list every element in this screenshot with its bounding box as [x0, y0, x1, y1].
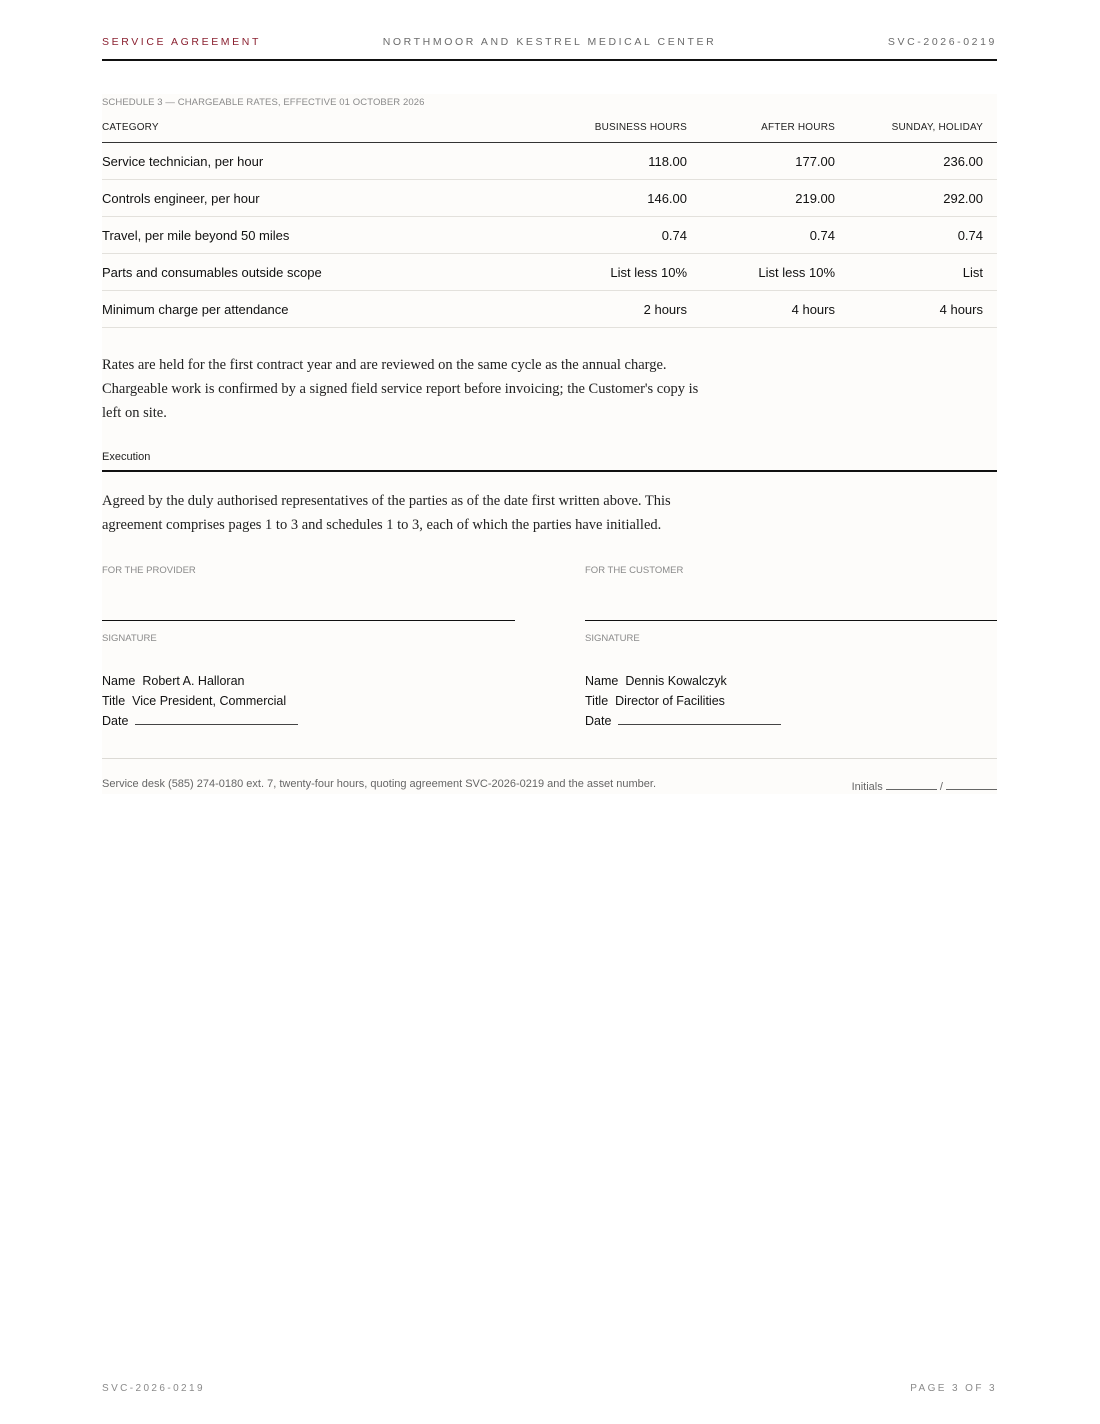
initials-label: Initials: [851, 781, 883, 793]
initials-field: [852, 778, 997, 793]
organization-name: NORTHMOOR AND KESTREL MEDICAL CENTER: [382, 36, 717, 48]
provider-details: [102, 671, 515, 731]
table-row: [102, 143, 997, 180]
page-number: PAGE 3 OF 3: [910, 1383, 997, 1394]
initials-separator: /: [939, 781, 943, 793]
column-header-after-hours: AFTER HOURS: [687, 112, 835, 143]
rate-category: Travel, per mile beyond 50 miles: [102, 217, 542, 254]
provider-name-key: Name: [102, 674, 136, 688]
service-desk-note: Service desk (585) 274-0180 ext. 7, twenty-four hours, quoting agreement SVC-2026-0219 and the asset number.: [102, 778, 656, 790]
table-row: [102, 217, 997, 254]
document-page: [102, 0, 997, 1424]
provider-signature-label: SIGNATURE: [102, 633, 157, 644]
rate-after-hours: 4 hours: [687, 291, 835, 328]
rate-category: Parts and consumables outside scope: [102, 254, 542, 291]
customer-name: Dennis Kowalczyk: [625, 674, 727, 688]
execution-heading: Execution: [102, 451, 151, 463]
rate-sunday-holiday: 4 hours: [835, 291, 997, 328]
initials-blank-provider[interactable]: [886, 778, 937, 790]
footer-reference: SVC-2026-0219: [102, 1383, 205, 1394]
provider-date-field[interactable]: [135, 712, 298, 725]
customer-title-key: Title: [585, 694, 609, 708]
provider-title: Vice President, Commercial: [132, 694, 287, 708]
provider-date-key: Date: [102, 714, 129, 728]
customer-signature-label: SIGNATURE: [585, 633, 640, 644]
rate-after-hours: 177.00: [687, 143, 835, 180]
running-header: [102, 36, 997, 50]
rate-business-hours: 2 hours: [542, 291, 687, 328]
footer-rule: [102, 758, 997, 759]
column-header-category: CATEGORY: [102, 112, 542, 143]
schedule-caption: SCHEDULE 3 — CHARGEABLE RATES, EFFECTIVE 01 OCTOBER 2026: [102, 97, 425, 108]
provider-signature-block: [102, 565, 515, 731]
rate-sunday-holiday: 0.74: [835, 217, 997, 254]
rate-sunday-holiday: List: [835, 254, 997, 291]
rate-after-hours: 0.74: [687, 217, 835, 254]
rate-business-hours: 118.00: [542, 143, 687, 180]
customer-signature-line[interactable]: [585, 620, 997, 621]
agreement-reference: SVC-2026-0219: [887, 36, 997, 48]
customer-title: Director of Facilities: [615, 694, 725, 708]
rate-after-hours: 219.00: [687, 180, 835, 217]
rates-table: [102, 112, 997, 328]
customer-name-key: Name: [585, 674, 619, 688]
customer-date-field[interactable]: [618, 712, 781, 725]
execution-text: Agreed by the duly authorised representatives of the parties as of the date first written above. This agreement comprises pages 1 to 3 and schedules 1 to 3, each of which the parties have initialled.: [102, 493, 671, 533]
rate-business-hours: 0.74: [542, 217, 687, 254]
table-row: [102, 291, 997, 328]
table-row: [102, 180, 997, 217]
column-header-sunday-holiday: SUNDAY, HOLIDAY: [835, 112, 997, 143]
provider-title-key: Title: [102, 694, 126, 708]
rate-business-hours: 146.00: [542, 180, 687, 217]
customer-signature-block: [585, 565, 997, 731]
column-header-business-hours: BUSINESS HOURS: [542, 112, 687, 143]
customer-label: FOR THE CUSTOMER: [585, 565, 684, 576]
table-row: [102, 254, 997, 291]
rate-category: Minimum charge per attendance: [102, 291, 542, 328]
rates-table-header: [102, 112, 997, 143]
rate-category: Service technician, per hour: [102, 143, 542, 180]
rate-category: Controls engineer, per hour: [102, 180, 542, 217]
rate-sunday-holiday: 292.00: [835, 180, 997, 217]
header-rule: [102, 59, 997, 61]
provider-label: FOR THE PROVIDER: [102, 565, 196, 576]
initials-blank-customer[interactable]: [946, 778, 997, 790]
provider-signature-line[interactable]: [102, 620, 515, 621]
customer-date-key: Date: [585, 714, 612, 728]
document-type: SERVICE AGREEMENT: [102, 36, 261, 48]
customer-details: [585, 671, 997, 731]
rate-sunday-holiday: 236.00: [835, 143, 997, 180]
rate-after-hours: List less 10%: [687, 254, 835, 291]
execution-rule: [102, 470, 997, 472]
provider-name: Robert A. Halloran: [142, 674, 245, 688]
rate-business-hours: List less 10%: [542, 254, 687, 291]
rates-note: Rates are held for the first contract year and are reviewed on the same cycle as the annual charge. Chargeable work is confirmed by a signed field service report before invoicing; the Customer's copy is left on site.: [102, 357, 699, 421]
